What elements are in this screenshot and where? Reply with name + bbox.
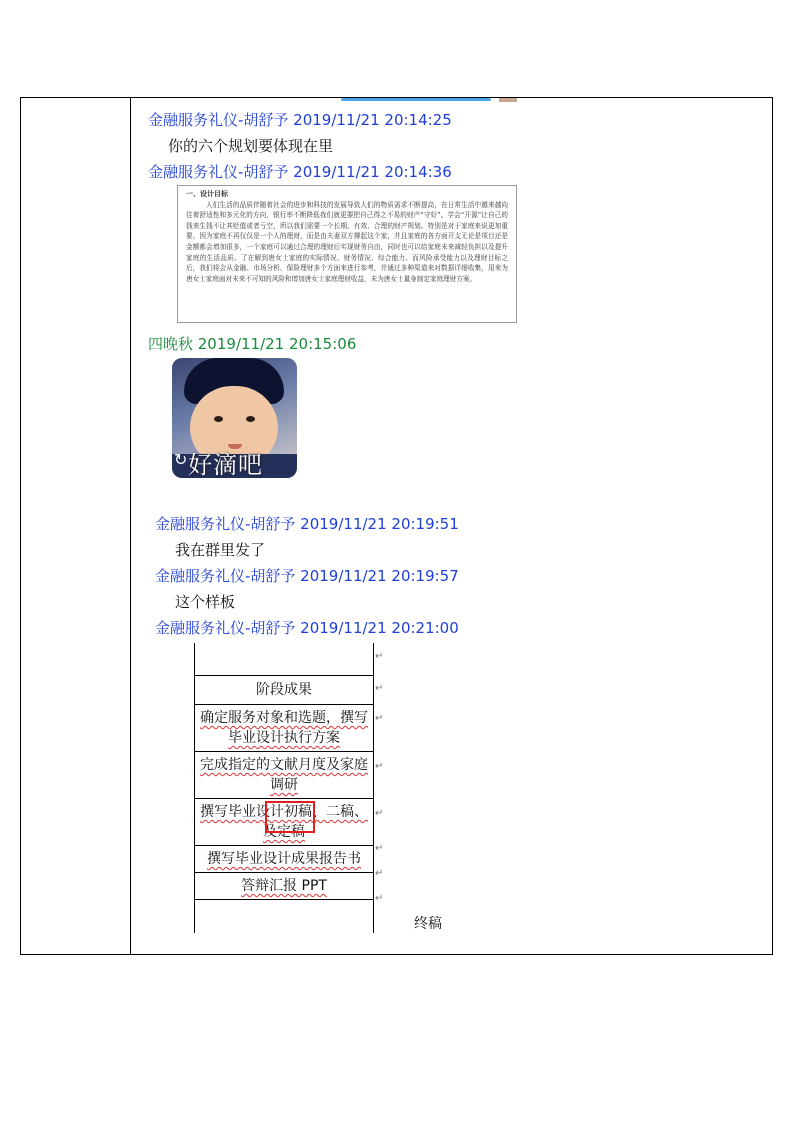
side-note: 终稿: [414, 916, 442, 932]
return-mark-icon: ↵: [375, 683, 384, 694]
highlight-box: [265, 801, 315, 833]
table-row: 撰写毕业设计初稿、二稿、及定稿: [195, 799, 373, 846]
table-row: 答辩汇报 PPT: [195, 873, 373, 900]
message-text: 这个样板: [175, 593, 236, 611]
table-row: [195, 900, 373, 933]
table-row: [195, 643, 373, 676]
return-mark-icon: ↵: [375, 868, 384, 879]
table-row: 阶段成果: [195, 676, 373, 705]
cropped-image-edge: [341, 98, 491, 101]
swirl-icon: ↻: [174, 450, 188, 469]
message-header: 金融服务礼仪-胡舒予 2019/11/21 20:14:25: [148, 111, 452, 129]
table-row: 撰写毕业设计成果报告书: [195, 846, 373, 873]
chat-log-cell: [131, 98, 772, 954]
return-mark-icon: ↵: [375, 843, 384, 854]
doc-heading: 一、设计目标: [186, 190, 228, 198]
message-header: 金融服务礼仪-胡舒予 2019/11/21 20:21:00: [155, 619, 459, 637]
sticker-image: [172, 358, 297, 478]
message-header: 金融服务礼仪-胡舒予 2019/11/21 20:19:51: [155, 515, 459, 533]
cropped-image-edge: [499, 98, 517, 102]
message-header: 四晚秋 2019/11/21 20:15:06: [148, 335, 357, 353]
return-mark-icon: ↵: [375, 713, 384, 724]
message-text: 你的六个规划要体现在里: [168, 137, 334, 155]
return-mark-icon: ↵: [375, 893, 384, 904]
return-mark-icon: ↵: [375, 808, 384, 819]
document-screenshot: [177, 185, 517, 323]
table-row: 确定服务对象和选题，撰写毕业设计执行方案: [195, 705, 373, 752]
doc-paragraph: 人们生活的品质伴随着社会的进步和科技的发展导致人们的物质需求不断提高，在日常生活中越来越向往着舒适性和多元化的方向，银行率不断降低我们就更要把自己得之不易的财产“守好”。学会“开源”让自己的钱来生钱不让其贬值或者亏空，所以我们需要一个长期、有效、合理的财产规划。特别是对于家庭来说更加重要，因为家庭不再仅仅是一个人的理财，而是由夫妻双方撑起这个家，并且家庭的各方面开支无论是项目还是金额都会增加很多，一个家庭可以通过合理的理财后实现财务自由，同时也可以给家庭未来减轻负担以及提升家庭的生活品质。了在解到唐女士家庭的实际情况、财务情况、综合能力、而风险承受能力以及理财目标之后，我们将会从金融、市场分析、保险理财多个方面来进行参考，并通过多种渠道来对数据详细收集，用来为唐女士家庭面对未来不可知的风险和增加唐女士家庭理财收益，未为唐女士量身制定家庭理财方案。: [186, 200, 508, 283]
message-text: 我在群里发了: [175, 541, 266, 559]
return-mark-icon: ↵: [375, 651, 384, 662]
message-header: 金融服务礼仪-胡舒予 2019/11/21 20:19:57: [155, 567, 459, 585]
return-mark-icon: ↵: [375, 761, 384, 772]
table-screenshot: [179, 643, 409, 933]
message-header: 金融服务礼仪-胡舒予 2019/11/21 20:14:36: [148, 163, 452, 181]
sticker-caption: 好滴吧: [188, 451, 263, 478]
table-row: 完成指定的文献月度及家庭调研: [195, 752, 373, 799]
milestone-table: [194, 643, 374, 933]
